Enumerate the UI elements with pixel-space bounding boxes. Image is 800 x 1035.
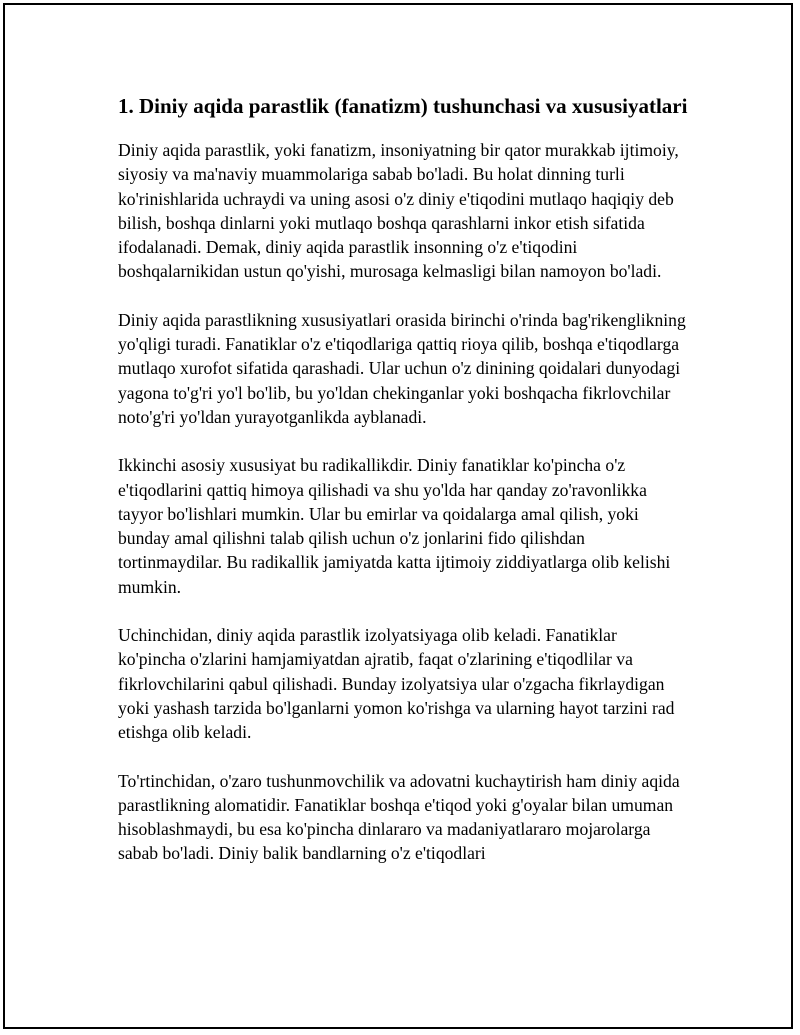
paragraph-3: Ikkinchi asosiy xususiyat bu radikallikdir. Diniy fanatiklar ko'pincha o'z e'tiqodlarini qattiq himoya qilishadi va shu yo'lda har qanday zo'ravonlikka tayyor bo'lishlari mumkin. Ular bu emirlar va qoidalarga amal qilish, yoki bunday amal qilishni talab qilish uchun o'z jonlarini fido qilishdan tortinmaydilar. Bu radikallik jamiyatda katta ijtimoiy ziddiyatlarga olib kelishi mumkin. [118,455,671,597]
paragraph-2: Diniy aqida parastlikning xususiyatlari orasida birinchi o'rinda bag'rikenglikning yo'qligi turadi. Fanatiklar o'z e'tiqodlariga qattiq rioya qilib, boshqa e'tiqodlarga mutlaqo xurofot sifatida qarashadi. Ular uchun o'z dinining qoidalari dunyodagi yagona to'g'ri yo'l bo'lib, bu yo'ldan chekinganlar yoki boshqacha fikrlovchilar noto'g'ri yo'ldan yurayotganlikda ayblanadi. [118,309,686,427]
document-body [118,92,688,890]
paragraph-4: Uchinchidan, diniy aqida parastlik izolyatsiyaga olib keladi. Fanatiklar ko'pincha o'zlarini hamjamiyatdan ajratib, faqat o'zlarining e'tiqodlilar va fikrlovchilarini qabul qilishadi. Bunday izolyatsiya ular o'zgacha fikrlaydigan yoki yashash tarzida bo'lganlarni yomon ko'rishga va ularning hayot tarzini rad etishga olib keladi. [118,625,675,743]
paragraph-1: Diniy aqida parastlik, yoki fanatizm, insoniyatning bir qator murakkab ijtimoiy, siyosiy va ma'naviy muammolariga sabab bo'ladi. Bu holat dinning turli ko'rinishlarida uchraydi va uning asosi o'z diniy e'tiqodini mutlaqo haqiqiy deb bilish, boshqa dinlarni yoki mutlaqo boshqa qarashlarni inkor etish sifatida ifodalanadi. Demak, diniy aqida parastlik insonning o'z e'tiqodini boshqalarnikidan ustun qo'yishi, murosaga kelmasligi bilan namoyon bo'ladi. [118,140,679,282]
paragraph-5: To'rtinchidan, o'zaro tushunmovchilik va adovatni kuchaytirish ham diniy aqida parastlikning alomatidir. Fanatiklar boshqa e'tiqod yoki g'oyalar bilan umuman hisoblashmaydi, bu esa ko'pincha dinlararo va madaniyatlararo mojarolarga sabab bo'ladi. Diniy balik bandlarning o'z e'tiqodlari [118,770,680,864]
section-heading: 1. Diniy aqida parastlik (fanatizm) tushunchasi va xususiyatlari [118,94,688,118]
